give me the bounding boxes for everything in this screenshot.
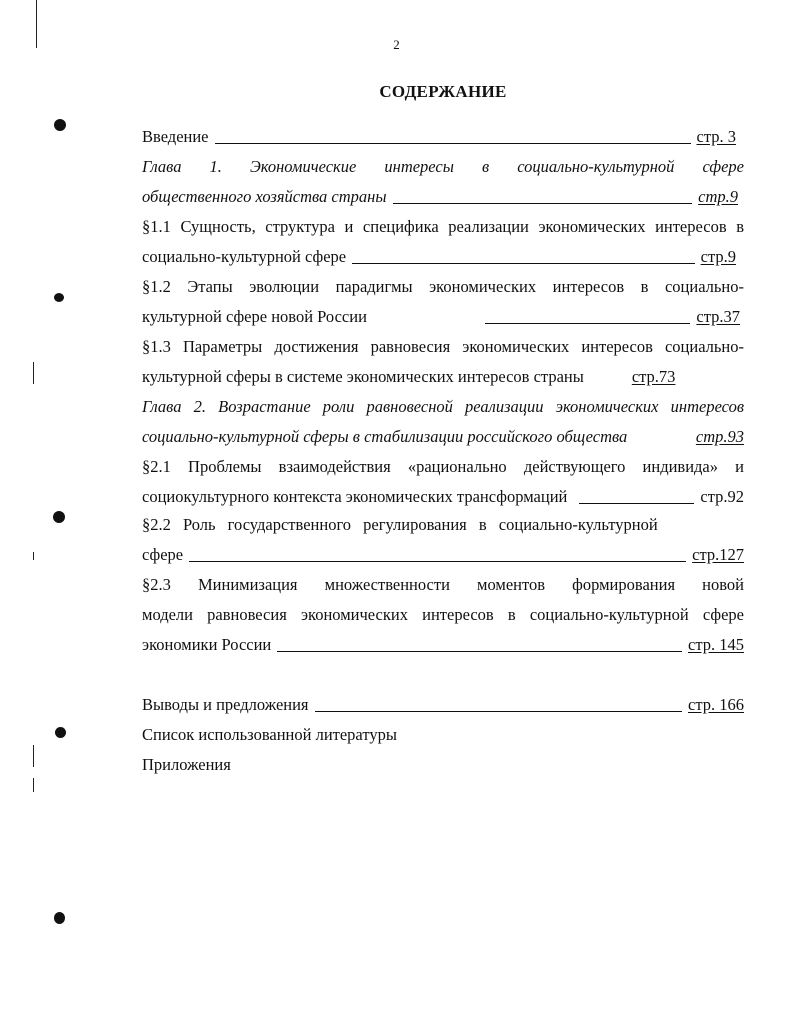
toc-entry-intro[interactable]	[142, 122, 744, 152]
scan-edge-line	[33, 778, 34, 792]
leader-line	[485, 322, 690, 324]
toc-entry-chapter-1[interactable]	[142, 152, 744, 212]
punch-hole-mark	[54, 912, 65, 924]
page-number: 2	[393, 37, 400, 52]
leader-line	[189, 560, 686, 562]
toc-entry-conclusions[interactable]	[142, 690, 744, 720]
scan-edge-line	[33, 552, 34, 560]
toc-label-line: сфере	[142, 545, 184, 564]
toc-label-line: Глава 2. Возрастание роли равновесной реализации экономических интересов	[142, 397, 744, 416]
toc-entry-section-2-2[interactable]	[142, 510, 744, 570]
toc-label-line: §2.3 Минимизация множественности моментов формирования новой	[142, 575, 744, 594]
toc-entry-section-1-2[interactable]	[142, 272, 744, 332]
toc-label-line: социокультурного контекста экономических трансформаций	[142, 487, 568, 506]
toc-label-line: §2.2 Роль государственного регулирования в социально-культурной	[142, 515, 658, 534]
punch-hole-mark	[53, 511, 65, 523]
punch-hole-mark	[55, 727, 66, 738]
page-ref: стр.93	[695, 427, 744, 446]
toc-label: Введение	[142, 127, 209, 146]
scan-edge-line	[33, 362, 34, 384]
page-ref: стр. 145	[688, 635, 744, 654]
punch-hole-mark	[54, 119, 66, 131]
toc-entry-section-2-1[interactable]	[142, 452, 744, 512]
page-ref: стр.9	[700, 247, 736, 266]
toc-entry-chapter-2[interactable]	[142, 392, 744, 452]
toc-label-line: социально-культурной сфере	[142, 247, 347, 266]
page-ref: стр.127	[692, 545, 744, 564]
toc-entry-section-2-3[interactable]	[142, 570, 744, 660]
toc-label-line: социально-культурной сферы в стабилизации российского общества	[142, 427, 628, 446]
toc-entry-section-1-3[interactable]	[142, 332, 744, 392]
toc-label: Выводы и предложения	[142, 695, 309, 714]
page-ref: стр. 166	[688, 695, 744, 714]
page-ref: стр.92	[700, 487, 744, 506]
toc-entry-appendices[interactable]	[142, 750, 744, 780]
punch-hole-mark	[54, 293, 64, 302]
leader-line	[393, 202, 693, 204]
toc-label-line: модели равновесия экономических интересов в социально-культурной сфере	[142, 605, 744, 624]
toc-label-line: культурной сферы в системе экономических интересов страны	[142, 367, 584, 386]
toc-label-line: общественного хозяйства страны	[142, 187, 387, 206]
toc-label-line: Глава 1. Экономические интересы в социально-культурной сфере	[142, 157, 744, 176]
toc-label-line: §1.3 Параметры достижения равновесия экономических интересов социально-	[142, 337, 744, 356]
toc-label: Список использованной литературы	[142, 725, 397, 744]
scan-edge-line	[33, 745, 34, 767]
toc-label: Приложения	[142, 755, 231, 774]
leader-line	[352, 262, 695, 264]
leader-line	[579, 502, 694, 504]
page-ref: стр.9	[698, 187, 738, 206]
page-ref: стр.73	[631, 367, 676, 386]
toc-entry-references[interactable]	[142, 720, 744, 750]
page-ref: стр.37	[696, 307, 740, 326]
toc-label-line: §1.2 Этапы эволюции парадигмы экономических интересов в социально-	[142, 277, 744, 296]
page-ref: стр. 3	[696, 127, 736, 146]
toc-label-line: §1.1 Сущность, структура и специфика реализации экономических интересов в	[142, 217, 744, 236]
toc-label-line: экономики России	[142, 635, 272, 654]
leader-line	[277, 650, 682, 652]
toc-label-line: культурной сфере новой России	[142, 307, 367, 326]
leader-line	[215, 142, 691, 144]
toc-label-line: §2.1 Проблемы взаимодействия «рационально действующего индивида» и	[142, 457, 744, 476]
leader-line	[315, 710, 682, 712]
page-title: СОДЕРЖАНИЕ	[379, 82, 507, 101]
toc-entry-section-1-1[interactable]	[142, 212, 744, 272]
